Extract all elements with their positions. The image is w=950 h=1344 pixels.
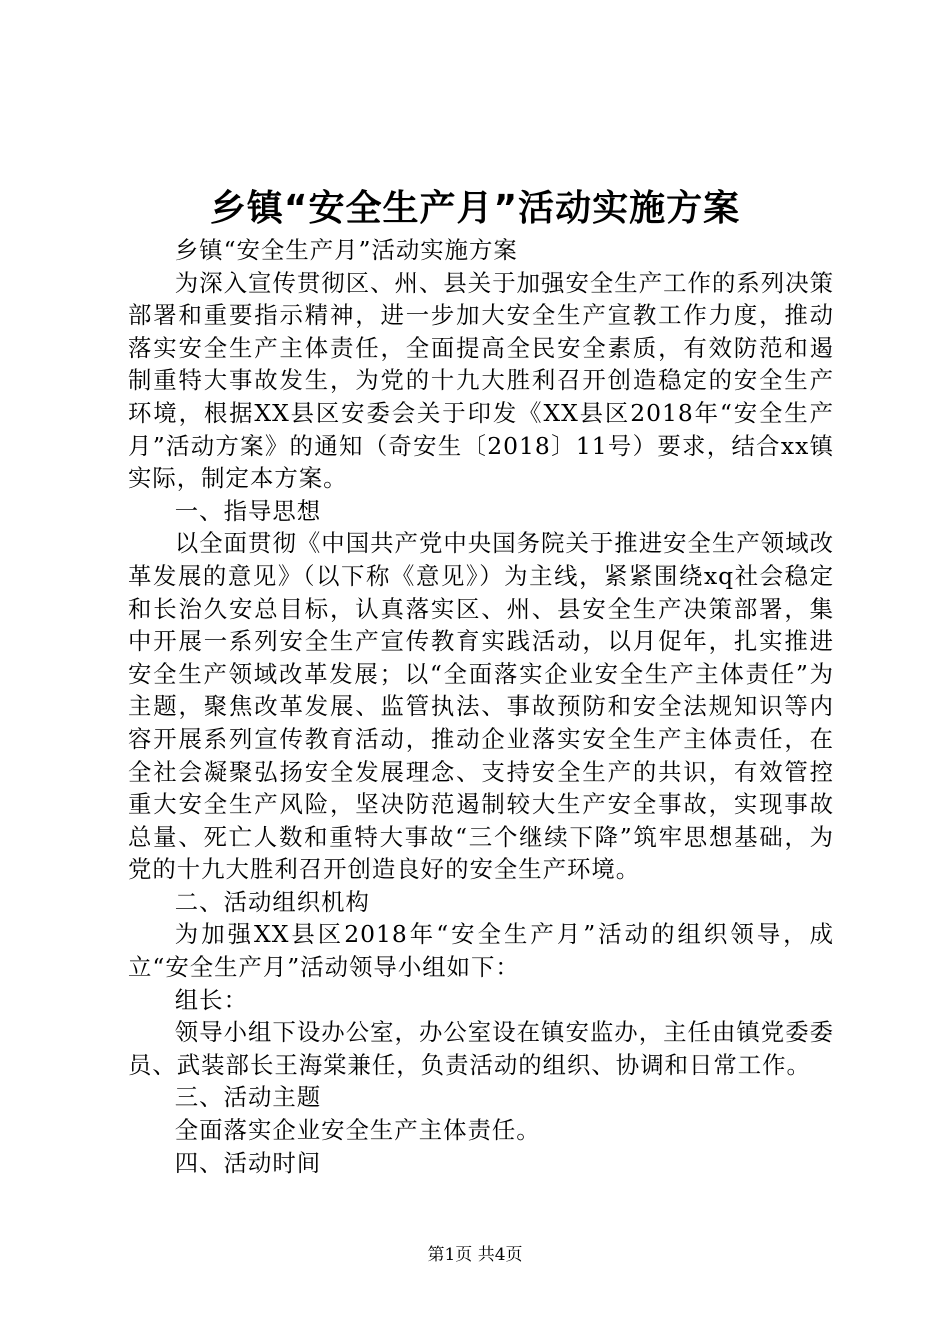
document-body [128,234,834,1179]
paragraph-guiding-thought: 以全面贯彻《中国共产党中央国务院关于推进安全生产领域改革发展的意见》（以下称《意见》）为主线，紧紧围绕xq社会稳定和长治久安总目标，认真落实区、州、县安全生产决策部署，集中开展一系列安全生产宣传教育实践活动，以月促年，扎实推进安全生产领域改革发展；以“全面落实企业安全生产主体责任”为主题，聚焦改革发展、监管执法、事故预防和安全法规知识等内容开展系列宣传教育活动，推动企业落实安全生产主体责任，在全社会凝聚弘扬安全发展理念、支持安全生产的共识，有效管控重大安全生产风险，坚决防范遏制较大生产安全事故，实现事故总量、死亡人数和重特大事故“三个继续下降”筑牢思想基础，为党的十九大胜利召开创造良好的安全生产环境。 [128,529,834,884]
paragraph-office: 领导小组下设办公室，办公室设在镇安监办，主任由镇党委委员、武装部长王海棠兼任，负责活动的组织、协调和日常工作。 [128,1018,834,1079]
section-heading-theme: 三、活动主题 [174,1083,322,1112]
section-heading-guiding-thought: 一、指导思想 [174,496,322,525]
paragraph-theme: 全面落实企业安全生产主体责任。 [174,1116,541,1145]
paragraph-subtitle: 乡镇“安全生产月”活动实施方案 [174,236,518,264]
section-heading-organization: 二、活动组织机构 [174,887,370,916]
section-heading-time: 四、活动时间 [174,1148,322,1177]
page-footer: 第1页 共4页 [427,1245,523,1265]
document-title: 乡镇“安全生产月”活动实施方案 [209,188,741,229]
paragraph-intro: 为深入宣传贯彻区、州、县关于加强安全生产工作的系列决策部署和重要指示精神，进一步加大安全生产宣教工作力度，推动落实安全生产主体责任，全面提高全民安全素质，有效防范和遏制重特大事故发生，为党的十九大胜利召开创造稳定的安全生产环境，根据XX县区安委会关于印发《XX县区2018年“安全生产月”活动方案》的通知（奇安生〔2018〕11号）要求，结合xx镇实际，制定本方案。 [128,268,834,493]
paragraph-group-leader: 组长： [174,985,248,1014]
paragraph-organization: 为加强XX县区2018年“安全生产月”活动的组织领导，成立“安全生产月”活动领导小组如下： [128,920,834,982]
